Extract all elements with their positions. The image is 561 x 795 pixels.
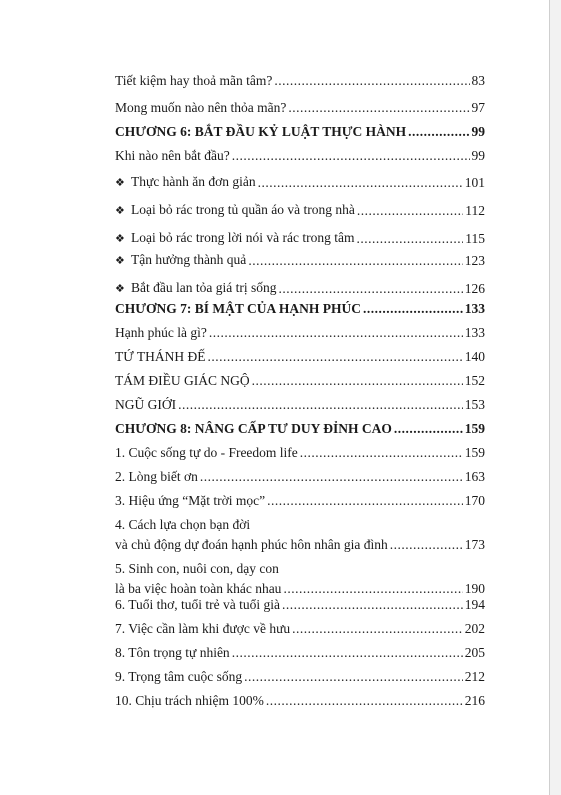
toc-entry-title — [115, 252, 246, 269]
toc-entry-title: 9. Trọng tâm cuộc sống — [115, 669, 243, 684]
toc-entry — [115, 445, 485, 461]
toc-entry-page: 101 — [464, 175, 485, 190]
toc-entry-title — [115, 561, 281, 597]
toc-entry-title — [115, 202, 355, 219]
toc-entry — [115, 73, 485, 89]
toc-entry-page: 83 — [471, 73, 485, 88]
dot-leader — [283, 581, 462, 597]
toc-entry-page: 123 — [464, 253, 485, 268]
diamond-bullet-icon: ❖ — [115, 177, 125, 189]
toc-entry-page: 152 — [464, 373, 485, 388]
dot-leader — [248, 253, 462, 269]
toc-entry-page: 99 — [471, 124, 485, 139]
dot-leader — [408, 124, 469, 140]
toc-entry-page: 133 — [464, 325, 485, 340]
diamond-bullet-icon: ❖ — [115, 283, 125, 295]
dot-leader — [300, 445, 463, 461]
toc-entry-title — [115, 280, 276, 297]
dot-leader — [292, 621, 463, 637]
toc-entry-title: 6. Tuổi thơ, tuổi trẻ và tuổi già — [115, 597, 281, 612]
toc-entry-page: 202 — [464, 621, 485, 636]
toc-entry-page: 159 — [464, 421, 485, 436]
dot-leader — [267, 493, 463, 509]
toc-entry — [115, 148, 485, 164]
toc-entry-page: 126 — [464, 281, 485, 296]
toc-entry — [115, 517, 485, 553]
toc-entry-title — [115, 230, 354, 247]
dot-leader — [200, 469, 463, 485]
toc-entry-title: TÁM ĐIỀU GIÁC NGỘ — [115, 373, 250, 388]
toc-entry — [115, 280, 485, 297]
toc-entry-page: 194 — [464, 597, 485, 612]
toc-entry-page: 115 — [465, 231, 485, 246]
toc-entry-title: TỨ THÁNH ĐẾ — [115, 349, 206, 364]
dot-leader — [244, 669, 463, 685]
toc-entry-page: 212 — [464, 669, 485, 684]
toc-entry-page: 133 — [464, 301, 485, 316]
toc-entry-title: Khi nào nên bắt đầu? — [115, 148, 230, 163]
toc-entry-text: Thực hành ăn đơn giản — [131, 174, 256, 189]
toc-entry-title: Tiết kiệm hay thoả mãn tâm? — [115, 73, 273, 88]
toc-entry — [115, 373, 485, 389]
toc-entry-line-1: 5. Sinh con, nuôi con, dạy con — [115, 561, 279, 576]
toc-entry-page: 163 — [464, 469, 485, 484]
diamond-bullet-icon: ❖ — [115, 233, 125, 245]
dot-leader — [282, 597, 463, 613]
toc-entry-title: 8. Tôn trọng tự nhiên — [115, 645, 230, 660]
toc-entry — [115, 669, 485, 685]
toc-entry-page: 159 — [464, 445, 485, 460]
dot-leader — [252, 373, 463, 389]
toc-entry — [115, 469, 485, 485]
toc-entry-page: 153 — [464, 397, 485, 412]
toc-entry-text: Loại bỏ rác trong tủ quần áo và trong nhà — [131, 202, 355, 217]
toc-entry-page: 97 — [471, 100, 485, 115]
dot-leader — [274, 73, 469, 89]
dot-leader — [363, 301, 463, 317]
dot-leader — [357, 203, 463, 219]
diamond-bullet-icon: ❖ — [115, 255, 125, 267]
toc-entry — [115, 561, 485, 597]
dot-leader — [209, 325, 463, 341]
toc-entry-title: Mong muốn nào nên thỏa mãn? — [115, 100, 287, 115]
toc-entry-line-2: và chủ động dự đoán hạnh phúc hôn nhân gia đình — [115, 537, 388, 552]
dot-leader — [207, 349, 462, 365]
dot-leader — [390, 537, 463, 553]
toc-entry-title: 1. Cuộc sống tự do - Freedom life — [115, 445, 298, 460]
toc-entry-title: 2. Lòng biết ơn — [115, 469, 198, 484]
dot-leader — [232, 645, 463, 661]
toc-entry-page: 99 — [471, 148, 485, 163]
dot-leader — [356, 231, 463, 247]
toc-entry-page: 170 — [464, 493, 485, 508]
toc-entry — [115, 597, 485, 613]
toc-chapter-title: CHƯƠNG 7: BÍ MẬT CỦA HẠNH PHÚC — [115, 301, 361, 316]
dot-leader — [258, 175, 463, 191]
toc-entry — [115, 174, 485, 191]
toc-entry — [115, 397, 485, 413]
toc-entry — [115, 621, 485, 637]
dot-leader — [394, 421, 463, 437]
toc-entry — [115, 349, 485, 365]
dot-leader — [288, 100, 469, 116]
toc-entry-title: 7. Việc cần làm khi được về hưu — [115, 621, 291, 636]
toc-entry-title: 3. Hiệu ứng “Mặt trời mọc” — [115, 493, 266, 508]
toc-entry — [115, 325, 485, 341]
dot-leader — [266, 693, 463, 709]
toc-entry-title — [115, 517, 388, 553]
toc-entry — [115, 493, 485, 509]
toc-entry — [115, 100, 485, 116]
toc-entry-line-2: là ba việc hoàn toàn khác nhau — [115, 581, 282, 596]
dot-leader — [178, 397, 463, 413]
dot-leader — [232, 148, 470, 164]
toc-entry-page: 190 — [464, 581, 485, 596]
toc-entry-title: Hạnh phúc là gì? — [115, 325, 207, 340]
toc-entry — [115, 252, 485, 269]
diamond-bullet-icon: ❖ — [115, 205, 125, 217]
toc-entry-page: 173 — [464, 537, 485, 552]
dot-leader — [278, 281, 462, 297]
toc-entry — [115, 645, 485, 661]
toc-chapter-title: CHƯƠNG 8: NÂNG CẤP TƯ DUY ĐỈNH CAO — [115, 421, 392, 436]
toc-entry-title: 10. Chịu trách nhiệm 100% — [115, 693, 264, 708]
toc-entry-page: 216 — [464, 693, 485, 708]
toc-entry-text: Bắt đầu lan tỏa giá trị sống — [131, 280, 277, 295]
toc-chapter-title: CHƯƠNG 6: BẮT ĐẦU KỶ LUẬT THỰC HÀNH — [115, 124, 407, 139]
toc-entry — [115, 693, 485, 709]
toc-chapter — [115, 124, 485, 140]
toc-entry-title: NGŨ GIỚI — [115, 397, 177, 412]
toc-chapter — [115, 421, 485, 437]
toc-chapter — [115, 301, 485, 317]
toc-entry-text: Loại bỏ rác trong lời nói và rác trong tâm — [131, 230, 355, 245]
toc-entry-text: Tận hưởng thành quả — [131, 252, 247, 267]
toc-entry-page: 112 — [465, 203, 485, 218]
toc-entry-page: 205 — [464, 645, 485, 660]
toc-entry — [115, 230, 485, 247]
toc-entry-page: 140 — [464, 349, 485, 364]
toc-entry-title — [115, 174, 256, 191]
toc-entry — [115, 202, 485, 219]
toc-entry-line-1: 4. Cách lựa chọn bạn đời — [115, 517, 251, 532]
